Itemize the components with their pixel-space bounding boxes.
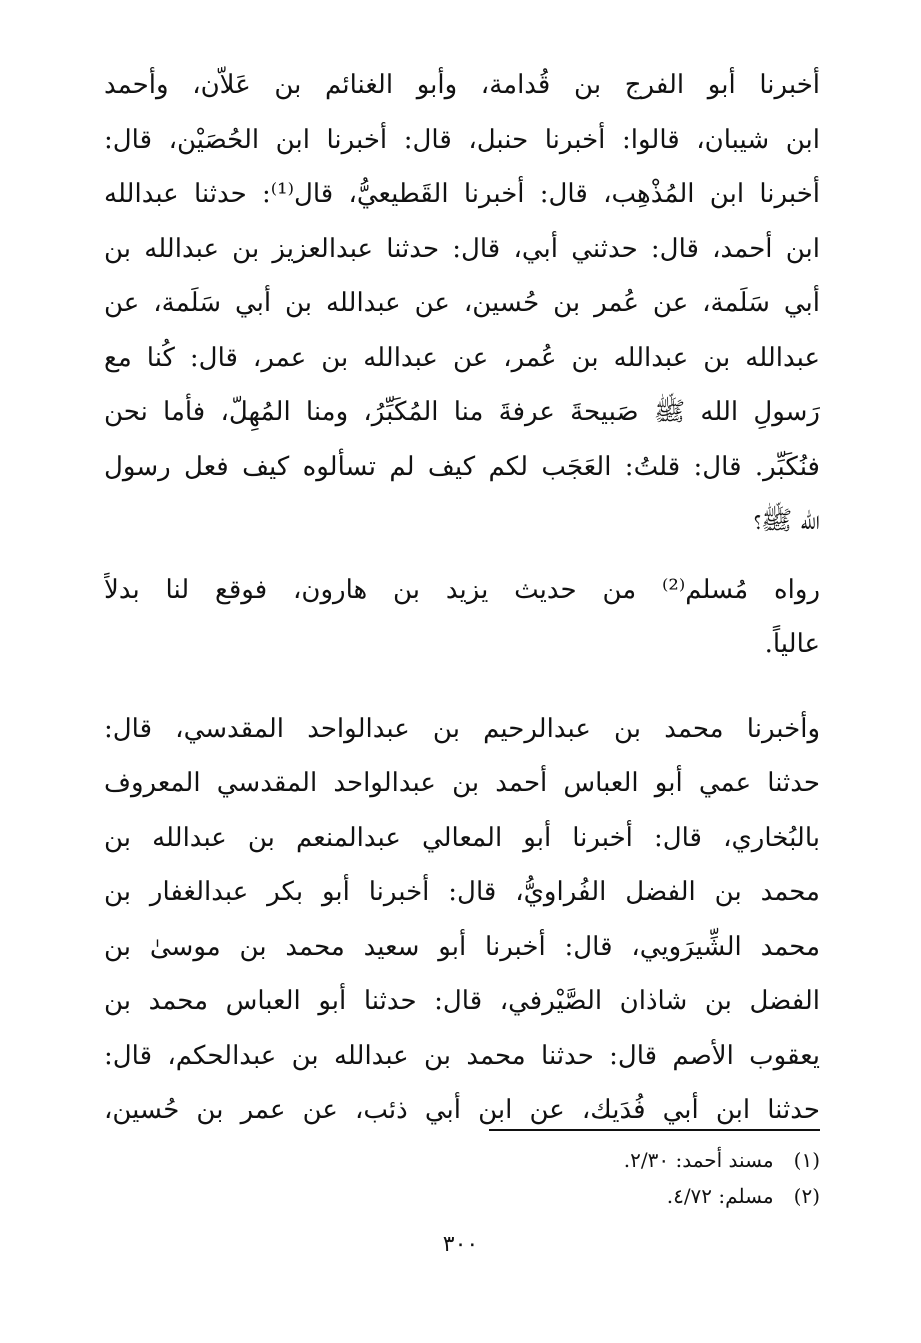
- text-line: يعقوب الأصم قال: حدثنا محمد بن عبدالله بن عبدالحكم، قال:: [104, 1040, 820, 1071]
- paragraph-1: [104, 58, 820, 549]
- text-line: وأخبرنا محمد بن عبدالرحيم بن عبدالواحد المقدسي، قال:: [104, 713, 820, 744]
- footnote-number: (٢): [793, 1184, 820, 1208]
- text-line: الفضل بن شاذان الصَّيْرفي، قال: حدثنا أبو العباس محمد بن: [104, 986, 820, 1016]
- text-line: أخبرنا ابن المُذْهِب، قال: أخبرنا القَطيعيُّ، قال⁽¹⁾: حدثنا عبدالله: [104, 179, 820, 209]
- text-line: ابن شيبان، قالوا: أخبرنا حنبل، قال: أخبرنا ابن الحُصَيْن، قال:: [104, 124, 820, 155]
- text-line: محمد الشِّيرَويي، قال: أخبرنا أبو سعيد محمد بن موسىٰ بن: [104, 931, 820, 962]
- text-line: فنُكَبِّر. قال: قلتُ: العَجَب لكم كيف لم تسألوه كيف فعل رسول: [104, 451, 820, 482]
- text-line: رَسولِ الله ﷺ صَبيحةَ عرفةَ منا المُكَبِّرُ، ومنا المُهِلّ، فأما نحن: [104, 397, 820, 427]
- text-line: حدثنا عمي أبو العباس أحمد بن عبدالواحد المقدسي المعروف: [104, 768, 820, 798]
- text-line: محمد بن الفضل الفُراويُّ، قال: أخبرنا أبو بكر عبدالغفار بن: [104, 877, 820, 907]
- text-line: رواه مُسلم⁽²⁾ من حديث يزيد بن هارون، فوقع لنا بدلاً: [104, 574, 820, 605]
- text-line: أبي سَلَمة، عن عُمر بن حُسين، عن عبدالله بن أبي سَلَمة، عن: [104, 288, 820, 318]
- text-line: الله ﷺ؟: [753, 506, 820, 536]
- footnote-divider: [489, 1129, 820, 1131]
- text-line: أخبرنا أبو الفرج بن قُدامة، وأبو الغنائم بن عَلاّن، وأحمد: [104, 70, 820, 100]
- footnote-text: مسلم: ٤/٧٢.: [666, 1184, 774, 1208]
- footnotes: [104, 1142, 820, 1214]
- footnote-item: [104, 1142, 820, 1178]
- footnote-number: (١): [793, 1148, 820, 1172]
- footnote-item: [104, 1178, 820, 1214]
- text-line: ابن أحمد، قال: حدثني أبي، قال: حدثنا عبدالعزيز بن عبدالله بن: [104, 233, 820, 264]
- paragraph-spacer: [104, 549, 820, 563]
- text-line: حدثنا ابن أبي فُدَيك، عن ابن أبي ذئب، عن عمر بن حُسين،: [104, 1095, 820, 1125]
- page-number: ٣٠٠: [442, 1232, 479, 1257]
- paragraph-3: [104, 702, 820, 1138]
- text-line: عبدالله بن عبدالله بن عُمر، عن عبدالله بن عمر، قال: كُنا مع: [104, 342, 820, 373]
- paragraph-2: [104, 563, 820, 672]
- paragraph-spacer: [104, 672, 820, 702]
- text-line: بالبُخاري، قال: أخبرنا أبو المعالي عبدالمنعم بن عبدالله بن: [104, 822, 820, 853]
- footnote-text: مسند أحمد: ٢/٣٠.: [623, 1148, 774, 1172]
- text-line: عالياً.: [764, 629, 820, 659]
- page-body: [104, 58, 820, 1298]
